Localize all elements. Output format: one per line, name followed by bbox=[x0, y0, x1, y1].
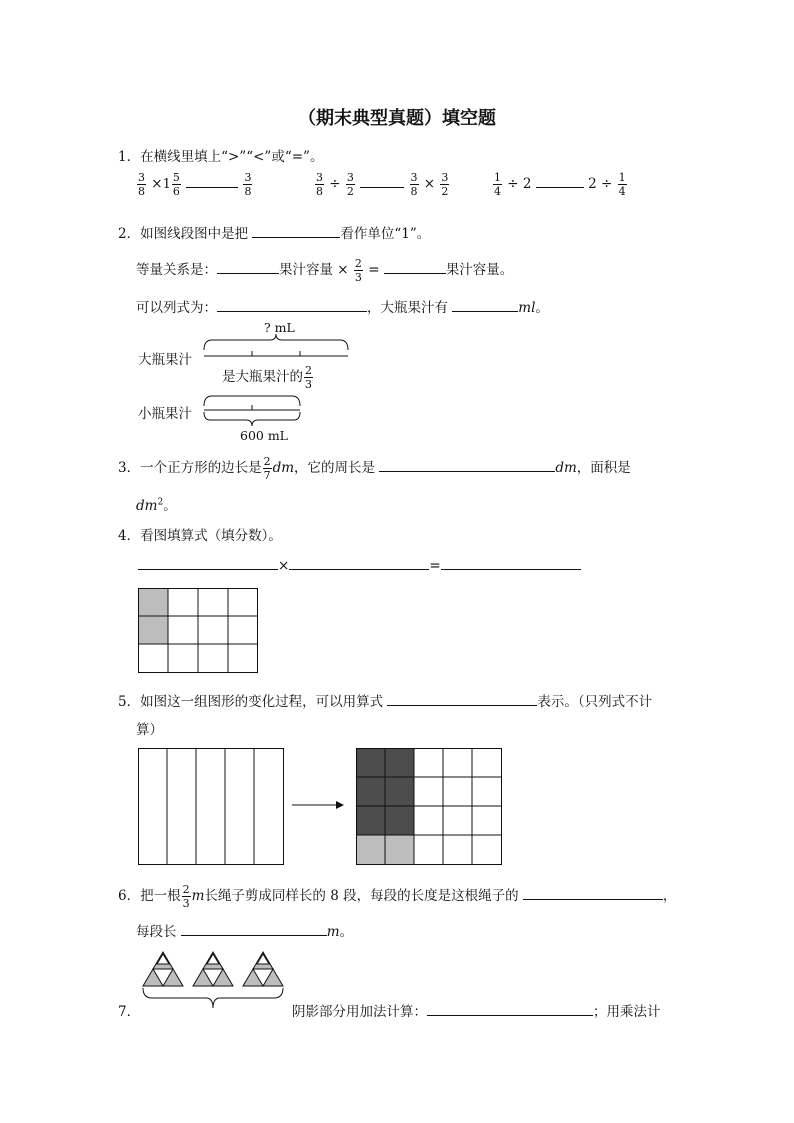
q3-number: 3． bbox=[118, 460, 141, 476]
fraction: $\frac{1}{4}$ bbox=[494, 171, 501, 198]
triangle-group bbox=[143, 952, 183, 986]
q4-number: 4． bbox=[118, 528, 141, 544]
label: 等量关系是： bbox=[136, 262, 217, 278]
punct: 。 bbox=[535, 300, 549, 316]
fraction: $\frac{2}{3}$ bbox=[182, 883, 190, 910]
shaded-cell bbox=[138, 588, 168, 616]
big-bottle-label: 大瓶果汁 bbox=[138, 352, 192, 368]
fraction: $\frac{2}{3}$ bbox=[354, 257, 362, 284]
q3-line1 bbox=[118, 456, 631, 481]
operator: = bbox=[429, 558, 441, 574]
q7-number: 7． bbox=[118, 1004, 141, 1020]
unit: m bbox=[326, 924, 340, 940]
fraction: $\frac{3}{8}$ bbox=[138, 171, 145, 198]
answer-blank[interactable] bbox=[289, 556, 429, 570]
q3-text: ，面积是 bbox=[576, 460, 631, 476]
q7-triangle-figure bbox=[140, 950, 290, 1014]
label: ，大瓶果汁有 bbox=[367, 300, 448, 316]
small-brace-bottom bbox=[204, 412, 300, 426]
q4-grid bbox=[138, 588, 258, 674]
small-bottle-label: 小瓶果汁 bbox=[138, 406, 192, 422]
label: 可以列式为： bbox=[136, 300, 217, 316]
q5-grid-figure bbox=[356, 748, 502, 866]
shaded-cell bbox=[138, 616, 168, 644]
q1-text: 在横线里填上“>”“<”或“=”。 bbox=[140, 149, 324, 165]
punct: 。 bbox=[163, 498, 177, 514]
answer-blank[interactable] bbox=[523, 886, 663, 900]
q3-text: ，它的周长是 bbox=[294, 460, 376, 476]
unit: dm bbox=[555, 460, 577, 476]
fraction: $\frac{3}{2}$ bbox=[346, 171, 354, 198]
punct: 。 bbox=[339, 924, 354, 940]
label: 果汁容量 bbox=[279, 262, 333, 278]
q1-number: 1． bbox=[118, 149, 141, 165]
q7-line1 bbox=[292, 1000, 661, 1020]
operator: × bbox=[337, 262, 349, 278]
q2-text: 如图线段图中是把 bbox=[140, 226, 249, 242]
operator: ÷ bbox=[329, 176, 341, 192]
q6-line1 bbox=[118, 884, 676, 909]
fraction: $\frac{3}{8}$ bbox=[316, 171, 323, 198]
number: 2 bbox=[588, 176, 597, 192]
brace-top bbox=[204, 334, 348, 350]
q3-line2 bbox=[136, 494, 177, 514]
triangle-group bbox=[243, 952, 283, 986]
fraction: $\frac{2}{7}$ bbox=[263, 455, 271, 482]
arrow-icon bbox=[292, 798, 346, 812]
q5-number: 5． bbox=[118, 694, 141, 710]
q5-line2: 算） bbox=[136, 722, 163, 738]
q5-line1 bbox=[118, 690, 652, 710]
q3-text: 一个正方形的边长是 bbox=[140, 460, 262, 476]
q6-line2 bbox=[136, 920, 353, 940]
operator: × bbox=[278, 558, 290, 574]
unit: ml bbox=[518, 300, 536, 316]
q4-text: 看图填算式（填分数）。 bbox=[140, 528, 282, 544]
fraction: $\frac{1}{4}$ bbox=[618, 171, 626, 198]
triangle-group bbox=[193, 952, 233, 986]
answer-blank[interactable] bbox=[181, 922, 327, 936]
q6-text: 把一根 bbox=[140, 888, 181, 904]
q7-text: ；用乘法计 bbox=[593, 1004, 661, 1020]
q6-number: 6． bbox=[118, 888, 141, 904]
operator: ÷ bbox=[600, 176, 613, 192]
unit: dm bbox=[272, 460, 295, 476]
superscript: 2 bbox=[157, 497, 164, 508]
q2-number: 2． bbox=[118, 226, 141, 242]
q5-strip-figure bbox=[138, 748, 284, 866]
ratio-label: 是大瓶果汁的 $\frac{2}{3}$ bbox=[222, 364, 312, 391]
operator: ÷ bbox=[507, 176, 519, 192]
q5-text: 如图这一组图形的变化过程，可以用算式 bbox=[140, 694, 384, 710]
answer-blank[interactable] bbox=[441, 556, 581, 570]
unit: m bbox=[191, 888, 205, 904]
small-value-label: 600 mL bbox=[240, 428, 288, 443]
answer-blank[interactable] bbox=[138, 556, 278, 570]
answer-blank[interactable] bbox=[387, 692, 537, 706]
label: 果汁容量。 bbox=[445, 262, 514, 278]
q4-heading bbox=[118, 524, 282, 544]
page-title: （期末典型真题）填空题 bbox=[298, 108, 496, 129]
q5-text: 表示。（只列式不计 bbox=[537, 694, 653, 710]
unit: dm bbox=[136, 498, 158, 514]
number: 2 bbox=[522, 176, 532, 192]
q4-equation bbox=[138, 556, 581, 574]
brace-bottom bbox=[143, 988, 283, 1008]
q6-text: 每段长 bbox=[136, 924, 177, 940]
q6-text: 长绳子剪成同样长的 8 段，每段的长度是这根绳子的 bbox=[204, 888, 519, 904]
fraction: $\frac{3}{8}$ bbox=[410, 171, 418, 198]
q2-text: 看作单位“1”。 bbox=[340, 226, 431, 242]
operator: = bbox=[368, 262, 380, 278]
small-brace-top bbox=[204, 396, 300, 406]
answer-blank[interactable] bbox=[379, 458, 555, 472]
punct: ， bbox=[662, 888, 677, 904]
fraction: $\frac{5}{6}$ bbox=[172, 171, 180, 198]
mixed-whole: 1 bbox=[162, 177, 171, 192]
operator: × bbox=[423, 176, 436, 192]
question-mark-label: ? mL bbox=[264, 320, 295, 335]
q7-text: 阴影部分用加法计算： bbox=[292, 1004, 427, 1020]
operator: × bbox=[151, 176, 163, 192]
fraction: $\frac{3}{2}$ bbox=[441, 171, 449, 198]
answer-blank[interactable] bbox=[427, 1002, 593, 1016]
fraction: $\frac{3}{8}$ bbox=[244, 171, 252, 198]
